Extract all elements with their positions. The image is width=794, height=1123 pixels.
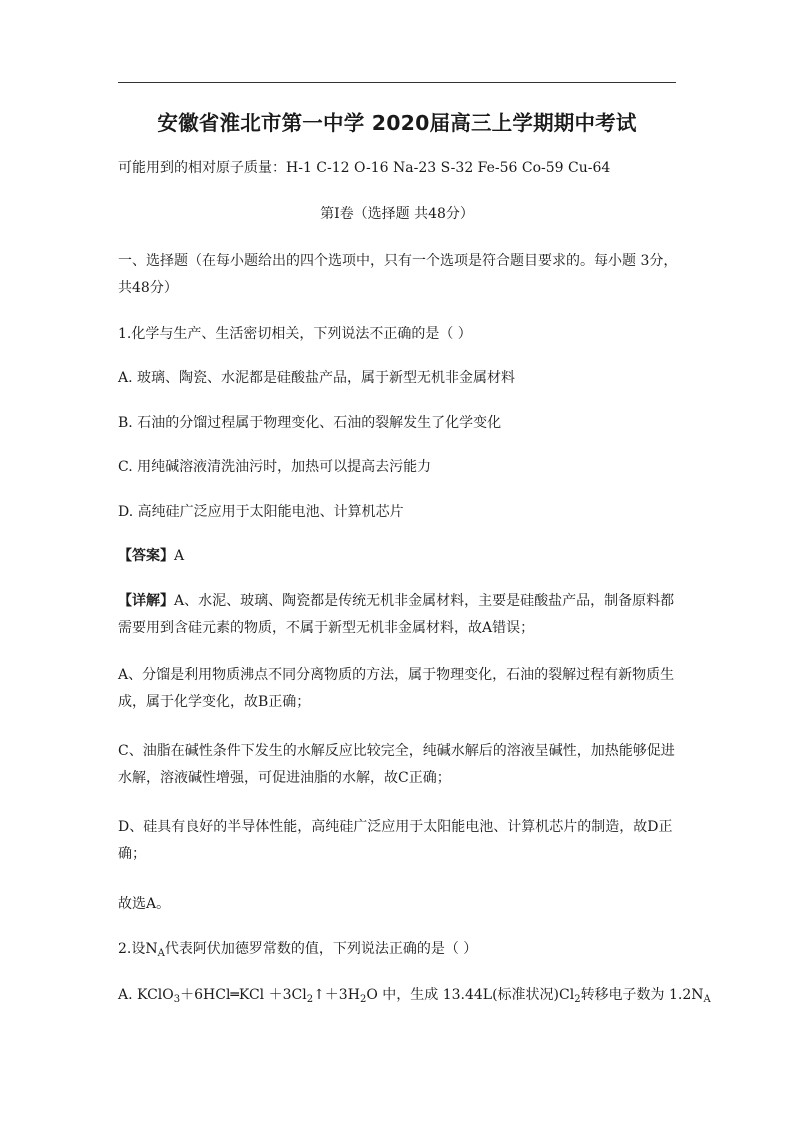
- q2a-text: ↑＋3H: [313, 987, 360, 1003]
- q2a-sub: 2: [306, 994, 314, 1005]
- q2a-sub: A: [703, 994, 711, 1005]
- q1-detail-3: C、油脂在碱性条件下发生的水解反应比较完全，纯碱水解后的溶液呈碱性，加热能够促进水解，溶液碱性增强，可促进油脂的水解，故C正确；: [118, 743, 675, 786]
- q1-option-a: A. 玻璃、陶瓷、水泥都是硅酸盐产品，属于新型无机非金属材料: [118, 370, 516, 386]
- q1-conclusion: 故选A。: [118, 896, 171, 912]
- question-1-stem: 1.化学与生产、生活密切相关，下列说法不正确的是（ ）: [118, 326, 472, 342]
- q2a-sub: 2: [359, 994, 367, 1005]
- q2a-text: 转移电子数为 1.2N: [580, 987, 704, 1003]
- q2-stem-sub: A: [157, 948, 165, 959]
- q2a-sub: 3: [173, 994, 181, 1005]
- q1-answer: [118, 542, 678, 570]
- q2a-sub: 2: [574, 994, 581, 1005]
- atomic-masses-line: 可能用到的相对原子质量：H-1 C-12 O-16 Na-23 S-32 Fe-56 Co-59 Cu-64: [118, 160, 611, 176]
- header-rule: [118, 82, 676, 83]
- q1-detail-4: D、硅具有良好的半导体性能，高纯硅广泛应用于太阳能电池、计算机芯片的制造，故D正确；: [118, 819, 673, 862]
- answer-value: A: [174, 548, 185, 564]
- q2-option-a: [118, 981, 711, 1009]
- q2a-text: O 中，生成 13.44L(标准状况)Cl: [366, 987, 575, 1003]
- q1-option-c: C. 用纯碱溶液清洗油污时，加热可以提高去污能力: [118, 459, 432, 475]
- exam-title: 安徽省淮北市第一中学 2020届高三上学期期中考试: [157, 111, 637, 135]
- q2-stem-part: 2.设N: [118, 941, 158, 957]
- q1-detail-2: A、分馏是利用物质沸点不同分离物质的方法，属于物理变化，石油的裂解过程有新物质生成，属于化学变化，故B正确；: [118, 667, 675, 710]
- q2-stem-part: 代表阿伏加德罗常数的值，下列说法正确的是（ ）: [164, 941, 478, 957]
- detail-text: A、水泥、玻璃、陶瓷都是传统无机非金属材料，主要是硅酸盐产品，制备原料都需要用到含硅元素的物质，不属于新型无机非金属材料，故A错误；: [118, 593, 675, 636]
- question-2-stem: [118, 935, 678, 963]
- instructions: 一、选择题（在每小题给出的四个选项中，只有一个选项是符合题目要求的。每小题 3分，共48分）: [118, 253, 678, 296]
- q1-option-b: B. 石油的分馏过程属于物理变化、石油的裂解发生了化学变化: [118, 415, 502, 431]
- q1-detail-1: [118, 588, 678, 642]
- detail-label: 【详解】: [118, 593, 174, 609]
- answer-label: 【答案】: [118, 548, 174, 564]
- section-title: 第Ⅰ卷（选择题 共48分）: [320, 206, 474, 222]
- q2a-text: ＋6HCl═KCl ＋3Cl: [180, 987, 307, 1003]
- q1-option-d: D. 高纯硅广泛应用于太阳能电池、计算机芯片: [118, 504, 404, 520]
- q2a-text: A. KClO: [118, 987, 174, 1003]
